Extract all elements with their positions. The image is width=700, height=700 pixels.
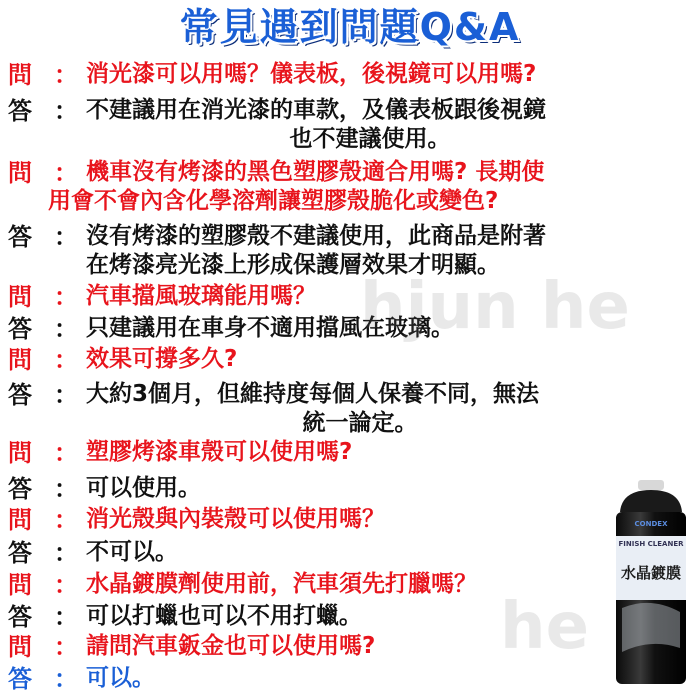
question-text: 機車沒有烤漆的黑色塑膠殼適合用嗎? 長期使 — [86, 159, 545, 185]
question-tag: 問 — [8, 61, 32, 89]
watermark-text: he — [500, 590, 589, 664]
answer-text: 沒有烤漆的塑膠殼不建議使用，此商品是附著 — [86, 223, 546, 249]
qa-question — [8, 282, 694, 312]
answer-text: 可以。 — [86, 665, 155, 691]
question-text: 消光漆可以用嗎？儀表板，後視鏡可以用嗎? — [86, 61, 537, 87]
qa-answer — [8, 222, 694, 280]
qa-question — [8, 345, 694, 375]
colon: ： — [54, 283, 78, 311]
colon: ： — [54, 571, 78, 599]
question-tag: 問 — [8, 571, 32, 599]
qa-answer — [8, 538, 694, 568]
question-tag: 問 — [8, 506, 32, 534]
colon: ： — [54, 159, 78, 187]
answer-text: 也不建議使用。 — [289, 126, 451, 152]
qa-question — [8, 60, 694, 90]
answer-text: 統一論定。 — [302, 410, 418, 436]
colon: ： — [54, 439, 78, 467]
watermark-text: hjun he — [360, 270, 630, 344]
colon: ： — [54, 61, 78, 89]
answer-tag: 答 — [8, 381, 32, 409]
answer-text: 只建議用在車身不適用擋風在玻璃。 — [86, 315, 454, 341]
question-text: 效果可撐多久? — [86, 346, 238, 372]
colon: ： — [54, 97, 78, 125]
qa-question — [8, 438, 694, 468]
qa-answer — [8, 664, 694, 694]
can-cap — [620, 490, 682, 512]
can-product-name: 水晶鍍膜 — [620, 564, 682, 582]
answer-text: 不建議用在消光漆的車款，及儀表板跟後視鏡 — [86, 97, 546, 123]
colon: ： — [54, 346, 78, 374]
colon: ： — [54, 665, 78, 693]
can-nozzle — [638, 480, 664, 490]
answer-text: 可以使用。 — [86, 475, 201, 501]
answer-tag: 答 — [8, 603, 32, 631]
question-tag: 問 — [8, 439, 32, 467]
answer-tag: 答 — [8, 97, 32, 125]
colon: ： — [54, 633, 78, 661]
question-text: 汽車擋風玻璃能用嗎？ — [86, 283, 316, 309]
question-text: 水晶鍍膜劑使用前，汽車須先打臘嗎？ — [86, 571, 477, 597]
colon: ： — [54, 506, 78, 534]
can-label-text: FINISH CLEANER — [618, 540, 684, 548]
qa-question — [8, 158, 694, 188]
question-text: 請問汽車鈑金也可以使用嗎? — [86, 633, 376, 659]
qa-answer — [8, 602, 694, 632]
qa-answer — [8, 474, 694, 504]
spray-can-product-image — [608, 478, 694, 688]
question-tag: 問 — [8, 159, 32, 187]
colon: ： — [54, 475, 78, 503]
question-text: 消光殼與內裝殼可以使用嗎？ — [86, 506, 385, 532]
answer-tag: 答 — [8, 315, 32, 343]
colon: ： — [54, 603, 78, 631]
answer-text: 大約3個月，但維持度每個人保養不同，無法 — [86, 381, 540, 407]
question-tag: 問 — [8, 346, 32, 374]
answer-text: 不可以。 — [86, 539, 178, 565]
answer-tag: 答 — [8, 475, 32, 503]
can-brand: CONDEX — [634, 520, 668, 528]
answer-tag: 答 — [8, 665, 32, 693]
qa-question — [8, 505, 694, 535]
answer-text: 在烤漆亮光漆上形成保護層效果才明顯。 — [86, 252, 500, 278]
colon: ： — [54, 381, 78, 409]
colon: ： — [54, 539, 78, 567]
question-tag: 問 — [8, 283, 32, 311]
answer-tag: 答 — [8, 539, 32, 567]
qa-question — [8, 632, 694, 662]
question-text: 塑膠烤漆車殼可以使用嗎? — [86, 439, 353, 465]
qa-question-cont — [8, 187, 694, 216]
qa-answer — [8, 314, 694, 344]
answer-tag: 答 — [8, 223, 32, 251]
page-title: 常見遇到問題Q&A — [179, 5, 521, 49]
qa-answer — [8, 380, 694, 438]
answer-text: 可以打蠟也可以不用打蠟。 — [86, 603, 362, 629]
colon: ： — [54, 315, 78, 343]
qa-answer — [8, 96, 694, 154]
question-text: 用會不會內含化學溶劑讓塑膠殼脆化或變色? — [48, 188, 499, 214]
colon: ： — [54, 223, 78, 251]
qa-question — [8, 570, 694, 600]
question-tag: 問 — [8, 633, 32, 661]
